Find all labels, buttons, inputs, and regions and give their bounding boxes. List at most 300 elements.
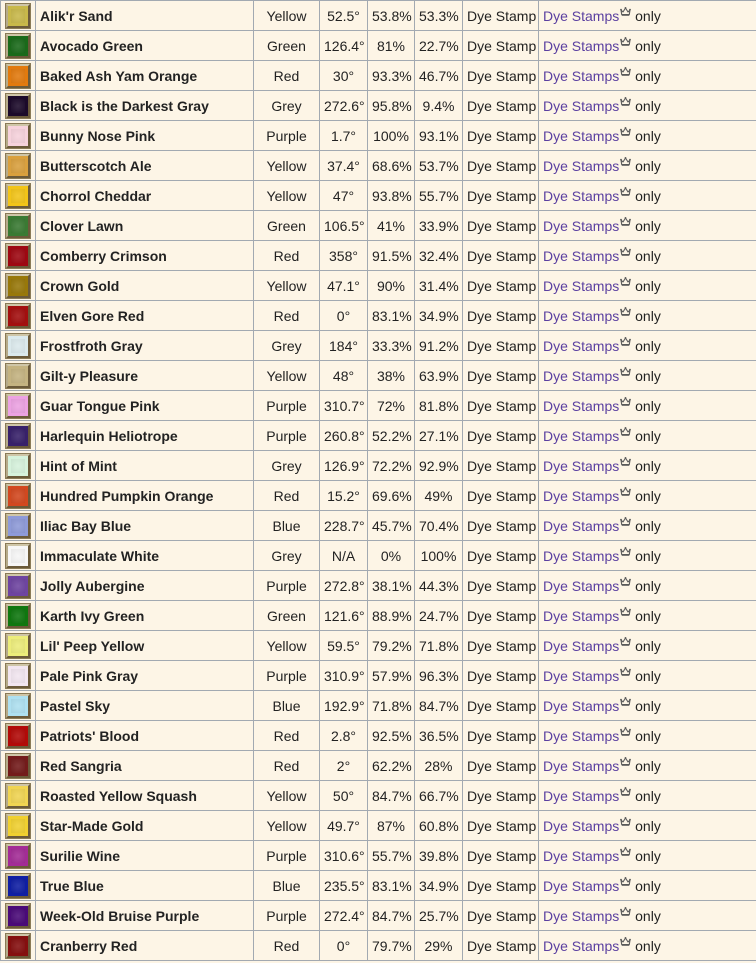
dye-swatch-icon[interactable]: [6, 64, 30, 88]
dye-source: Dye Stamp: [463, 781, 539, 811]
crown-icon: [620, 457, 631, 466]
table-row: [1, 421, 756, 451]
dye-notes: [539, 841, 756, 871]
dye-swatch-icon[interactable]: [6, 784, 30, 808]
table-row: [1, 301, 756, 331]
dye-saturation: 69.6%: [368, 481, 415, 511]
dye-swatch-icon[interactable]: [6, 364, 30, 388]
dye-saturation: 93.3%: [368, 61, 415, 91]
dye-lightness: 71.8%: [415, 631, 463, 661]
swatch-cell: [1, 721, 36, 751]
dye-notes: [539, 691, 756, 721]
dye-saturation: 100%: [368, 121, 415, 151]
dye-notes: [539, 121, 756, 151]
dye-name: Iliac Bay Blue: [36, 511, 254, 541]
dye-source: Dye Stamp: [463, 301, 539, 331]
dye-source: Dye Stamp: [463, 31, 539, 61]
notes-suffix: only: [635, 338, 661, 354]
dye-swatch-icon[interactable]: [6, 244, 30, 268]
dye-saturation: 95.8%: [368, 91, 415, 121]
dye-category: Red: [254, 481, 320, 511]
dye-category: Yellow: [254, 631, 320, 661]
dye-swatch-icon[interactable]: [6, 724, 30, 748]
table-row: [1, 61, 756, 91]
dye-lightness: 100%: [415, 541, 463, 571]
dye-swatch-icon[interactable]: [6, 334, 30, 358]
dye-saturation: 57.9%: [368, 661, 415, 691]
dye-stamps-link[interactable]: Dye Stamps: [543, 908, 620, 924]
dye-notes: [539, 511, 756, 541]
notes-suffix: only: [635, 728, 661, 744]
notes-suffix: only: [635, 38, 661, 54]
dye-swatch-icon[interactable]: [6, 94, 30, 118]
swatch-cell: [1, 61, 36, 91]
dye-name: Gilt-y Pleasure: [36, 361, 254, 391]
swatch-cell: [1, 271, 36, 301]
dye-notes: [539, 631, 756, 661]
dye-saturation: 91.5%: [368, 241, 415, 271]
dye-notes: [539, 781, 756, 811]
dye-category: Grey: [254, 331, 320, 361]
dye-notes: [539, 361, 756, 391]
dye-lightness: 46.7%: [415, 61, 463, 91]
dye-name: Elven Gore Red: [36, 301, 254, 331]
table-row: [1, 31, 756, 61]
dye-name: Cranberry Red: [36, 931, 254, 961]
dye-stamps-link[interactable]: Dye Stamps: [543, 698, 620, 714]
dye-saturation: 45.7%: [368, 511, 415, 541]
dye-saturation: 90%: [368, 271, 415, 301]
dye-stamps-link[interactable]: Dye Stamps: [543, 188, 620, 204]
dye-swatch-icon[interactable]: [6, 664, 30, 688]
dye-stamps-link[interactable]: Dye Stamps: [543, 308, 620, 324]
dye-name: Roasted Yellow Squash: [36, 781, 254, 811]
crown-icon: [620, 37, 631, 46]
crown-icon: [620, 247, 631, 256]
dye-saturation: 52.2%: [368, 421, 415, 451]
dye-lightness: 60.8%: [415, 811, 463, 841]
dye-stamps-link[interactable]: Dye Stamps: [543, 218, 620, 234]
dye-category: Yellow: [254, 361, 320, 391]
dye-lightness: 34.9%: [415, 871, 463, 901]
notes-suffix: only: [635, 68, 661, 84]
notes-suffix: only: [635, 158, 661, 174]
dye-source: Dye Stamp: [463, 901, 539, 931]
dye-lightness: 70.4%: [415, 511, 463, 541]
crown-icon: [620, 67, 631, 76]
dye-lightness: 53.7%: [415, 151, 463, 181]
swatch-cell: [1, 781, 36, 811]
dye-stamps-link[interactable]: Dye Stamps: [543, 338, 620, 354]
dye-category: Purple: [254, 661, 320, 691]
dye-name: Karth Ivy Green: [36, 601, 254, 631]
table-row: [1, 151, 756, 181]
dye-swatch-icon[interactable]: [6, 634, 30, 658]
dye-category: Red: [254, 751, 320, 781]
crown-icon: [620, 787, 631, 796]
crown-icon: [620, 97, 631, 106]
dye-stamps-link[interactable]: Dye Stamps: [543, 818, 620, 834]
dye-name: Butterscotch Ale: [36, 151, 254, 181]
dye-swatch-icon[interactable]: [6, 274, 30, 298]
dye-swatch-icon[interactable]: [6, 694, 30, 718]
dye-stamps-link[interactable]: Dye Stamps: [543, 68, 620, 84]
dye-notes: [539, 751, 756, 781]
dye-category: Blue: [254, 511, 320, 541]
swatch-cell: [1, 391, 36, 421]
notes-suffix: only: [635, 608, 661, 624]
dye-category: Yellow: [254, 1, 320, 31]
dye-source: Dye Stamp: [463, 871, 539, 901]
crown-icon: [620, 547, 631, 556]
dye-saturation: 88.9%: [368, 601, 415, 631]
dye-swatch-icon[interactable]: [6, 454, 30, 478]
table-row: [1, 451, 756, 481]
dye-category: Red: [254, 301, 320, 331]
dye-saturation: 83.1%: [368, 301, 415, 331]
dye-swatch-icon[interactable]: [6, 574, 30, 598]
table-row: [1, 271, 756, 301]
dye-stamps-link[interactable]: Dye Stamps: [543, 728, 620, 744]
dye-stamps-link[interactable]: Dye Stamps: [543, 668, 620, 684]
dye-name: Comberry Crimson: [36, 241, 254, 271]
dye-source: Dye Stamp: [463, 61, 539, 91]
swatch-cell: [1, 421, 36, 451]
notes-suffix: only: [635, 308, 661, 324]
notes-suffix: only: [635, 428, 661, 444]
dye-stamps-link[interactable]: Dye Stamps: [543, 368, 620, 384]
dye-category: Red: [254, 241, 320, 271]
table-row: [1, 481, 756, 511]
dye-name: Alik'r Sand: [36, 1, 254, 31]
dye-hue: 272.4°: [320, 901, 368, 931]
dye-notes: [539, 271, 756, 301]
dye-stamps-link[interactable]: Dye Stamps: [543, 98, 620, 114]
dye-swatch-icon[interactable]: [6, 934, 30, 958]
crown-icon: [620, 367, 631, 376]
dye-source: Dye Stamp: [463, 721, 539, 751]
swatch-cell: [1, 241, 36, 271]
dye-notes: [539, 31, 756, 61]
table-row: [1, 781, 756, 811]
table-row: [1, 391, 756, 421]
dye-stamps-link[interactable]: Dye Stamps: [543, 158, 620, 174]
dye-category: Purple: [254, 121, 320, 151]
dye-source: Dye Stamp: [463, 121, 539, 151]
dye-lightness: 55.7%: [415, 181, 463, 211]
swatch-cell: [1, 901, 36, 931]
notes-suffix: only: [635, 128, 661, 144]
dye-category: Grey: [254, 541, 320, 571]
crown-icon: [620, 607, 631, 616]
dye-source: Dye Stamp: [463, 601, 539, 631]
dye-swatch-icon[interactable]: [6, 34, 30, 58]
notes-suffix: only: [635, 878, 661, 894]
dye-swatch-icon[interactable]: [6, 304, 30, 328]
dye-stamps-link[interactable]: Dye Stamps: [543, 398, 620, 414]
dye-stamps-link[interactable]: Dye Stamps: [543, 428, 620, 444]
dye-name: Immaculate White: [36, 541, 254, 571]
table-row: [1, 331, 756, 361]
dye-saturation: 81%: [368, 31, 415, 61]
dye-category: Red: [254, 931, 320, 961]
dye-notes: [539, 391, 756, 421]
dye-stamps-link[interactable]: Dye Stamps: [543, 278, 620, 294]
dye-swatch-icon[interactable]: [6, 154, 30, 178]
dye-hue: 235.5°: [320, 871, 368, 901]
dye-notes: [539, 901, 756, 931]
dye-stamps-link[interactable]: Dye Stamps: [543, 548, 620, 564]
dye-name: Harlequin Heliotrope: [36, 421, 254, 451]
dye-source: Dye Stamp: [463, 241, 539, 271]
dye-notes: [539, 931, 756, 961]
dye-hue: 15.2°: [320, 481, 368, 511]
notes-suffix: only: [635, 398, 661, 414]
dye-notes: [539, 421, 756, 451]
dye-name: Black is the Darkest Gray: [36, 91, 254, 121]
swatch-cell: [1, 811, 36, 841]
swatch-cell: [1, 151, 36, 181]
crown-icon: [620, 7, 631, 16]
dye-hue: 106.5°: [320, 211, 368, 241]
dye-source: Dye Stamp: [463, 931, 539, 961]
notes-suffix: only: [635, 248, 661, 264]
dye-hue: 2.8°: [320, 721, 368, 751]
dye-source: Dye Stamp: [463, 571, 539, 601]
dye-swatch-icon[interactable]: [6, 424, 30, 448]
dye-stamps-link[interactable]: Dye Stamps: [543, 878, 620, 894]
dye-hue: 184°: [320, 331, 368, 361]
dye-hue: 192.9°: [320, 691, 368, 721]
dye-swatch-icon[interactable]: [6, 184, 30, 208]
crown-icon: [620, 157, 631, 166]
notes-suffix: only: [635, 98, 661, 114]
crown-icon: [620, 517, 631, 526]
crown-icon: [620, 307, 631, 316]
table-row: [1, 241, 756, 271]
dye-hue: 272.8°: [320, 571, 368, 601]
table-row: [1, 361, 756, 391]
dye-lightness: 31.4%: [415, 271, 463, 301]
dye-lightness: 93.1%: [415, 121, 463, 151]
dye-source: Dye Stamp: [463, 631, 539, 661]
dye-stamps-link[interactable]: Dye Stamps: [543, 788, 620, 804]
swatch-cell: [1, 871, 36, 901]
dye-lightness: 33.9%: [415, 211, 463, 241]
dye-stamps-link[interactable]: Dye Stamps: [543, 128, 620, 144]
table-row: [1, 751, 756, 781]
swatch-cell: [1, 91, 36, 121]
dye-source: Dye Stamp: [463, 511, 539, 541]
dye-swatch-icon[interactable]: [6, 844, 30, 868]
dye-stamps-link[interactable]: Dye Stamps: [543, 848, 620, 864]
dye-swatch-icon[interactable]: [6, 754, 30, 778]
notes-suffix: only: [635, 908, 661, 924]
dye-hue: 358°: [320, 241, 368, 271]
dye-source: Dye Stamp: [463, 211, 539, 241]
dye-saturation: 87%: [368, 811, 415, 841]
dye-name: Baked Ash Yam Orange: [36, 61, 254, 91]
dye-lightness: 9.4%: [415, 91, 463, 121]
dye-saturation: 38%: [368, 361, 415, 391]
swatch-cell: [1, 1, 36, 31]
swatch-cell: [1, 631, 36, 661]
dye-category: Purple: [254, 421, 320, 451]
crown-icon: [620, 217, 631, 226]
dye-name: Hundred Pumpkin Orange: [36, 481, 254, 511]
dye-lightness: 44.3%: [415, 571, 463, 601]
dye-notes: [539, 91, 756, 121]
dye-swatch-icon[interactable]: [6, 514, 30, 538]
dye-hue: 0°: [320, 301, 368, 331]
dye-name: Pastel Sky: [36, 691, 254, 721]
dye-saturation: 79.2%: [368, 631, 415, 661]
table-row: [1, 661, 756, 691]
table-row: [1, 931, 756, 961]
dye-saturation: 68.6%: [368, 151, 415, 181]
dye-stamps-link[interactable]: Dye Stamps: [543, 608, 620, 624]
dye-source: Dye Stamp: [463, 181, 539, 211]
dye-lightness: 27.1%: [415, 421, 463, 451]
dye-saturation: 72%: [368, 391, 415, 421]
swatch-cell: [1, 481, 36, 511]
dye-swatch-icon[interactable]: [6, 604, 30, 628]
dye-lightness: 84.7%: [415, 691, 463, 721]
dye-stamps-link[interactable]: Dye Stamps: [543, 518, 620, 534]
crown-icon: [620, 757, 631, 766]
dye-swatch-icon[interactable]: [6, 904, 30, 928]
dye-name: Hint of Mint: [36, 451, 254, 481]
dye-table-body: [1, 1, 756, 961]
dye-swatch-icon[interactable]: [6, 214, 30, 238]
dye-lightness: 29%: [415, 931, 463, 961]
dye-name: Frostfroth Gray: [36, 331, 254, 361]
dye-hue: 47.1°: [320, 271, 368, 301]
dye-stamps-link[interactable]: Dye Stamps: [543, 938, 620, 954]
dye-stamps-link[interactable]: Dye Stamps: [543, 578, 620, 594]
table-row: [1, 511, 756, 541]
table-row: [1, 121, 756, 151]
table-row: [1, 211, 756, 241]
crown-icon: [620, 187, 631, 196]
dye-notes: [539, 871, 756, 901]
dye-stamps-link[interactable]: Dye Stamps: [543, 248, 620, 264]
dye-lightness: 36.5%: [415, 721, 463, 751]
crown-icon: [620, 727, 631, 736]
dye-swatch-icon[interactable]: [6, 124, 30, 148]
table-row: [1, 691, 756, 721]
dye-name: Guar Tongue Pink: [36, 391, 254, 421]
dye-category: Green: [254, 211, 320, 241]
dye-swatch-icon[interactable]: [6, 814, 30, 838]
dye-name: Jolly Aubergine: [36, 571, 254, 601]
dye-hue: 126.4°: [320, 31, 368, 61]
dye-saturation: 62.2%: [368, 751, 415, 781]
dye-notes: [539, 451, 756, 481]
dye-saturation: 84.7%: [368, 901, 415, 931]
dye-stamps-link[interactable]: Dye Stamps: [543, 38, 620, 54]
dye-lightness: 25.7%: [415, 901, 463, 931]
dye-stamps-link[interactable]: Dye Stamps: [543, 758, 620, 774]
crown-icon: [620, 637, 631, 646]
dye-category: Purple: [254, 391, 320, 421]
dye-swatch-icon[interactable]: [6, 874, 30, 898]
swatch-cell: [1, 211, 36, 241]
dye-saturation: 38.1%: [368, 571, 415, 601]
dye-swatch-icon[interactable]: [6, 394, 30, 418]
dye-stamps-link[interactable]: Dye Stamps: [543, 488, 620, 504]
dye-hue: 228.7°: [320, 511, 368, 541]
dye-category: Red: [254, 61, 320, 91]
dye-saturation: 33.3%: [368, 331, 415, 361]
crown-icon: [620, 877, 631, 886]
dye-lightness: 63.9%: [415, 361, 463, 391]
crown-icon: [620, 577, 631, 586]
dye-source: Dye Stamp: [463, 271, 539, 301]
dye-swatch-icon[interactable]: [6, 484, 30, 508]
dye-stamps-link[interactable]: Dye Stamps: [543, 458, 620, 474]
dye-stamps-link[interactable]: Dye Stamps: [543, 638, 620, 654]
notes-suffix: only: [635, 698, 661, 714]
crown-icon: [620, 697, 631, 706]
dye-name: Bunny Nose Pink: [36, 121, 254, 151]
table-row: [1, 841, 756, 871]
dye-notes: [539, 571, 756, 601]
dye-lightness: 92.9%: [415, 451, 463, 481]
dye-hue: 260.8°: [320, 421, 368, 451]
dye-hue: 30°: [320, 61, 368, 91]
dye-source: Dye Stamp: [463, 751, 539, 781]
dye-saturation: 72.2%: [368, 451, 415, 481]
swatch-cell: [1, 331, 36, 361]
dye-lightness: 91.2%: [415, 331, 463, 361]
dye-swatch-icon[interactable]: [6, 4, 30, 28]
dye-source: Dye Stamp: [463, 421, 539, 451]
dye-name: Pale Pink Gray: [36, 661, 254, 691]
dye-hue: 52.5°: [320, 1, 368, 31]
dye-category: Yellow: [254, 781, 320, 811]
dye-source: Dye Stamp: [463, 391, 539, 421]
crown-icon: [620, 397, 631, 406]
swatch-cell: [1, 541, 36, 571]
dye-stamps-link[interactable]: Dye Stamps: [543, 8, 620, 24]
table-row: [1, 721, 756, 751]
dye-category: Green: [254, 601, 320, 631]
swatch-cell: [1, 511, 36, 541]
table-row: [1, 631, 756, 661]
dye-saturation: 55.7%: [368, 841, 415, 871]
dye-hue: 126.9°: [320, 451, 368, 481]
crown-icon: [620, 277, 631, 286]
table-row: [1, 91, 756, 121]
table-row: [1, 181, 756, 211]
dye-notes: [539, 481, 756, 511]
dye-lightness: 32.4%: [415, 241, 463, 271]
dye-name: True Blue: [36, 871, 254, 901]
dye-category: Grey: [254, 91, 320, 121]
crown-icon: [620, 817, 631, 826]
dye-swatch-icon[interactable]: [6, 544, 30, 568]
dye-saturation: 71.8%: [368, 691, 415, 721]
dye-source: Dye Stamp: [463, 661, 539, 691]
dye-hue: 48°: [320, 361, 368, 391]
dye-name: Crown Gold: [36, 271, 254, 301]
notes-suffix: only: [635, 818, 661, 834]
dye-saturation: 41%: [368, 211, 415, 241]
dye-lightness: 39.8%: [415, 841, 463, 871]
dye-category: Purple: [254, 841, 320, 871]
dye-source: Dye Stamp: [463, 1, 539, 31]
